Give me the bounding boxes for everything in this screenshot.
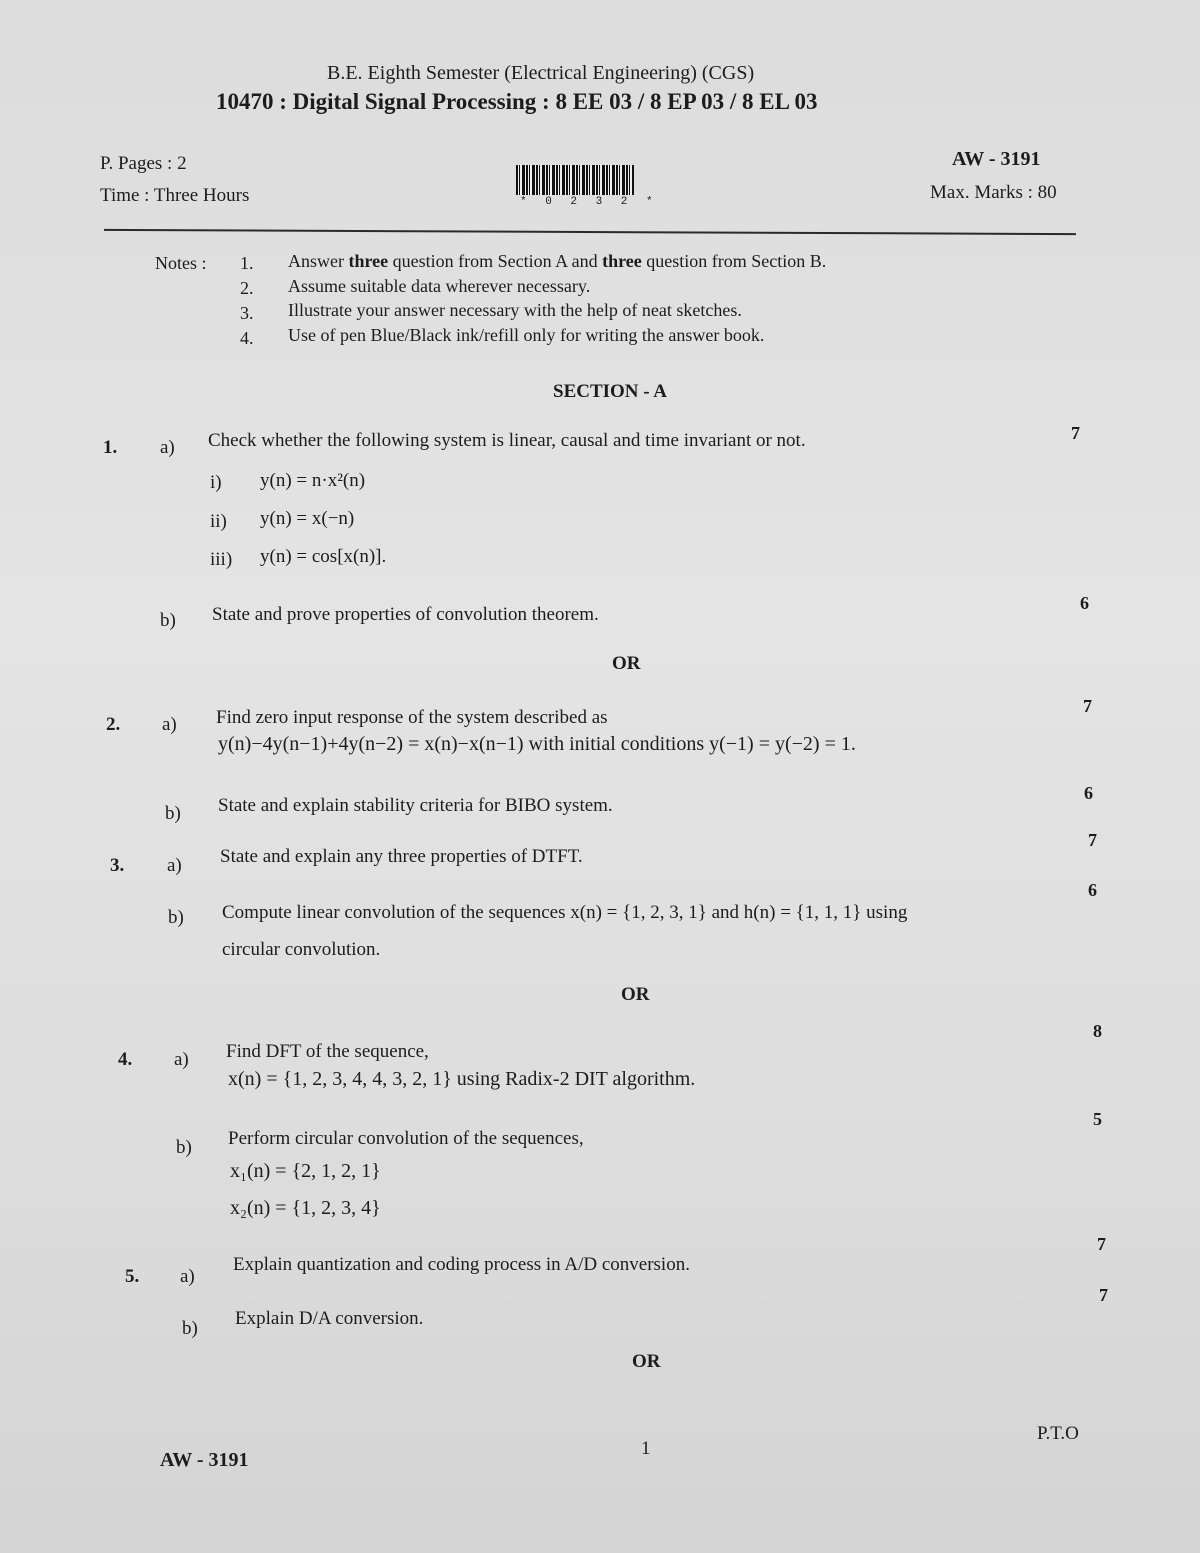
notes-label: Notes :: [155, 253, 207, 273]
part-label: b): [176, 1137, 192, 1158]
question-number: 2.: [106, 714, 121, 735]
section-a-heading: SECTION - A: [553, 381, 668, 402]
part-label: b): [168, 907, 184, 928]
equation: y(n) = x(−n): [260, 508, 355, 529]
question-text: Explain D/A conversion.: [235, 1308, 424, 1329]
exam-duration: Time : Three Hours: [100, 185, 250, 206]
sub-label: iii): [210, 549, 233, 570]
note-num: 4.: [240, 328, 254, 348]
note-num: 1.: [240, 253, 254, 273]
question-text: State and explain stability criteria for BIBO system.: [218, 795, 613, 816]
or-divider: OR: [612, 653, 641, 674]
note-item-2: Assume suitable data wherever necessary.: [288, 276, 591, 296]
question-text: Explain quantization and coding process in A/D conversion.: [233, 1254, 690, 1275]
exam-title: 10470 : Digital Signal Processing : 8 EE 03 / 8 EP 03 / 8 EL 03: [216, 89, 818, 114]
part-label: b): [160, 610, 176, 631]
question-number: 1.: [103, 437, 118, 458]
question-text: Perform circular convolution of the sequences,: [228, 1128, 584, 1149]
note-item-4: Use of pen Blue/Black ink/refill only for writing the answer book.: [288, 325, 765, 345]
equation: y(n)−4y(n−1)+4y(n−2) = x(n)−x(n−1) with initial conditions y(−1) = y(−2) = 1.: [218, 733, 856, 755]
note-num: 2.: [240, 278, 254, 298]
question-text: Find zero input response of the system described as: [216, 707, 608, 728]
question-text-continued: circular convolution.: [222, 939, 381, 960]
marks: 7: [1071, 423, 1080, 443]
question-number: 5.: [125, 1266, 140, 1287]
part-label: a): [167, 855, 182, 876]
marks: 8: [1093, 1021, 1102, 1041]
max-marks: Max. Marks : 80: [930, 182, 1057, 203]
part-label: a): [180, 1266, 195, 1287]
equation: y(n) = cos[x(n)].: [260, 546, 387, 567]
question-text: Check whether the following system is linear, causal and time invariant or not.: [208, 430, 806, 451]
question-text: Find DFT of the sequence,: [226, 1041, 429, 1062]
or-divider: OR: [632, 1351, 661, 1372]
marks: 6: [1080, 593, 1089, 613]
paper-code: AW - 3191: [952, 148, 1041, 170]
barcode: [516, 165, 634, 195]
page-count: P. Pages : 2: [100, 153, 187, 174]
page-number: 1: [641, 1438, 651, 1459]
or-divider: OR: [621, 984, 650, 1005]
sub-label: ii): [210, 511, 227, 532]
note-num: 3.: [240, 303, 254, 323]
barcode-number: * 0 2 3 2 *: [520, 196, 659, 208]
marks: 6: [1084, 783, 1093, 803]
marks: 7: [1097, 1234, 1106, 1254]
part-label: a): [160, 437, 175, 458]
equation: y(n) = n·x²(n): [260, 470, 366, 491]
part-label: a): [174, 1049, 189, 1070]
marks: 6: [1088, 880, 1097, 900]
sub-label: i): [210, 472, 222, 493]
equation: x₁(n) = {2, 1, 2, 1}: [230, 1160, 381, 1182]
marks: 7: [1088, 830, 1097, 850]
part-label: b): [165, 803, 181, 824]
question-text: Compute linear convolution of the sequences x(n) = {1, 2, 3, 1} and h(n) = {1, 1, 1} using: [222, 902, 908, 923]
note-item-1: Answer three question from Section A and three question from Section B.: [288, 251, 827, 271]
equation: x(n) = {1, 2, 3, 4, 4, 3, 2, 1} using Radix-2 DIT algorithm.: [228, 1068, 696, 1090]
footer-paper-code: AW - 3191: [160, 1449, 249, 1471]
header-rule: [104, 229, 1076, 235]
pto-label: P.T.O: [1037, 1423, 1079, 1444]
question-text: State and prove properties of convolution theorem.: [212, 604, 599, 625]
part-label: a): [162, 714, 177, 735]
exam-header-line1: B.E. Eighth Semester (Electrical Engineering) (CGS): [327, 62, 755, 84]
question-number: 3.: [110, 855, 125, 876]
marks: 7: [1083, 696, 1092, 716]
question-number: 4.: [118, 1049, 133, 1070]
equation: x₂(n) = {1, 2, 3, 4}: [230, 1197, 381, 1219]
note-item-3: Illustrate your answer necessary with the help of neat sketches.: [288, 300, 742, 320]
part-label: b): [182, 1318, 198, 1339]
marks: 5: [1093, 1109, 1102, 1129]
marks: 7: [1099, 1285, 1108, 1305]
question-text: State and explain any three properties of DTFT.: [220, 846, 583, 867]
